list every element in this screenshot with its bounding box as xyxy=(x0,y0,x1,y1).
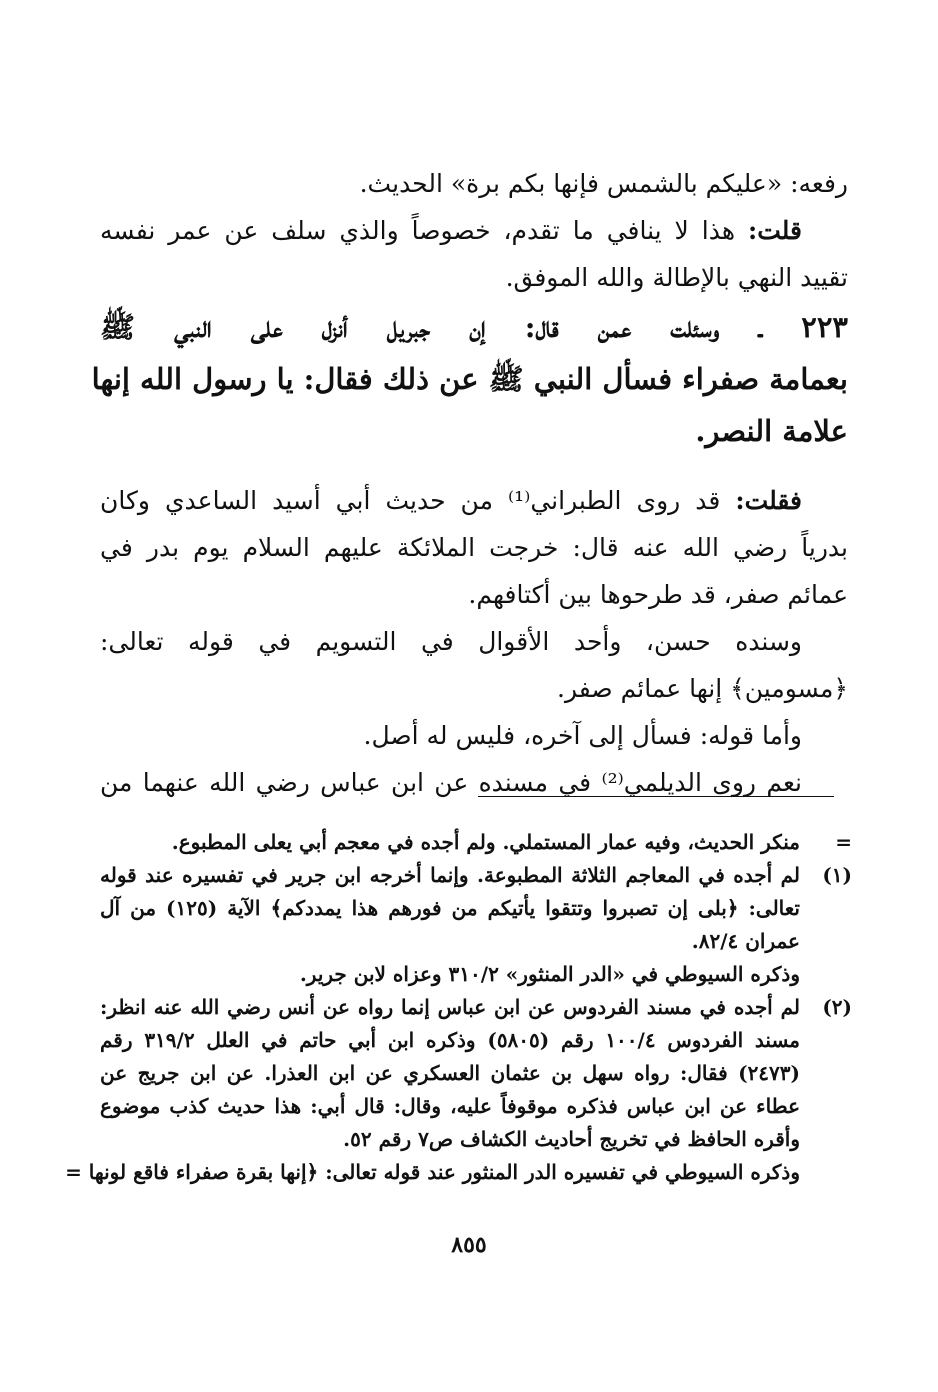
footnotes xyxy=(65,826,852,1189)
footnote-1 xyxy=(100,859,852,991)
footnote-line: منكر الحديث، وفيه عمار المستملي. ولم أجده في معجم أبي يعلى المطبوع. xyxy=(171,830,800,854)
text-line: بدرياً رضي الله عنه قال: خرجت الملائكة عليهم السلام يوم بدر في xyxy=(100,533,848,562)
question-line: ٢٢٣ ـ وسئلت عمن قال: إن جبريل أنزل على النبي ﷺ xyxy=(100,310,848,344)
footnote-separator xyxy=(478,796,834,797)
text-span: هذا لا ينافي ما تقدم، خصوصاً والذي سلف عن عمر نفسه xyxy=(100,216,748,245)
footnote-marker: (٢) xyxy=(822,995,852,1019)
footnote-line: عطاء عن ابن عباس فذكره موقوفاً عليه، وقال: قال أبي: هذا حديث كذب موضوع xyxy=(100,1094,800,1118)
footnote-marker: = xyxy=(835,830,852,854)
footnote-line: تعالى: ﴿بلى إن تصبروا وتتقوا يأتيكم من فورهم هذا يمددكم﴾ الآية (١٢٥) من آل xyxy=(100,896,800,920)
text-line xyxy=(100,477,848,524)
footnote-line: (٢٤٧٣) فقال: رواه سهل بن عثمان العسكري عن ابن العذرا. عن ابن جريج عن xyxy=(100,1061,800,1085)
footnote-marker: (١) xyxy=(822,863,852,887)
text-line: رفعه: «عليكم بالشمس فإنها بكم برة» الحديث. xyxy=(359,169,848,198)
text-span: قد روى الطبراني⁽¹⁾ من حديث أبي أسيد الساعدي وكان xyxy=(100,486,736,515)
text-line: ﴿مسومين﴾ إنها عمائم صفر. xyxy=(557,674,848,703)
footnote-line: وذكره السيوطي في تفسيره الدر المنثور عند قوله تعالى: ﴿إنها بقرة صفراء فاقع لونها = xyxy=(65,1160,800,1184)
footnote-line: لم أجده في مسند الفردوس عن ابن عباس إنما رواه عن أنس رضي الله عنه انظر: xyxy=(100,995,800,1019)
main-text xyxy=(91,160,848,806)
footnote-line: وذكره السيوطي في «الدر المنثور» ٣١٠/٢ وعزاه لابن جرير. xyxy=(299,962,800,986)
text-line: وسنده حسن، وأحد الأقوال في التسويم في قوله تعالى: xyxy=(100,627,802,656)
text-line: تقييد النهي بالإطالة والله الموفق. xyxy=(505,263,848,292)
footnote-line: عمران ٨٢/٤. xyxy=(691,929,800,953)
text-line: عمائم صفر، قد طرحوها بين أكتافهم. xyxy=(468,580,848,609)
footnote-2 xyxy=(65,991,852,1189)
spacer xyxy=(100,457,848,477)
faqult-label: فقلت: xyxy=(735,486,803,515)
page-number: ٨٥٥ xyxy=(451,1232,487,1258)
text-line xyxy=(100,207,848,254)
question-line: علامة النصر. xyxy=(695,414,848,448)
qult-label: قلت: xyxy=(747,216,802,245)
text-line: نعم روى الديلمي⁽²⁾ في مسنده عن ابن عباس رضي الله عنهما من xyxy=(100,768,802,797)
footnote-line: لم أجده في المعاجم الثلاثة المطبوعة. وإنما أخرجه ابن جرير في تفسيره عند قوله xyxy=(100,863,800,887)
footnote-line: مسند الفردوس ١٠٠/٤ رقم (٥٨٠٥) وذكره ابن أبي حاتم في العلل ٣١٩/٢ رقم xyxy=(100,1028,801,1052)
footnote-line: وأقره الحافظ في تخريج أحاديث الكشاف ص٧ رقم ٥٢. xyxy=(343,1127,800,1151)
text-line: وأما قوله: فسأل إلى آخره، فليس له أصل. xyxy=(363,721,802,750)
question-line: بعمامة صفراء فسأل النبي ﷺ عن ذلك فقال: يا رسول الله إنها xyxy=(91,362,848,396)
footnote-continuation xyxy=(100,826,852,859)
